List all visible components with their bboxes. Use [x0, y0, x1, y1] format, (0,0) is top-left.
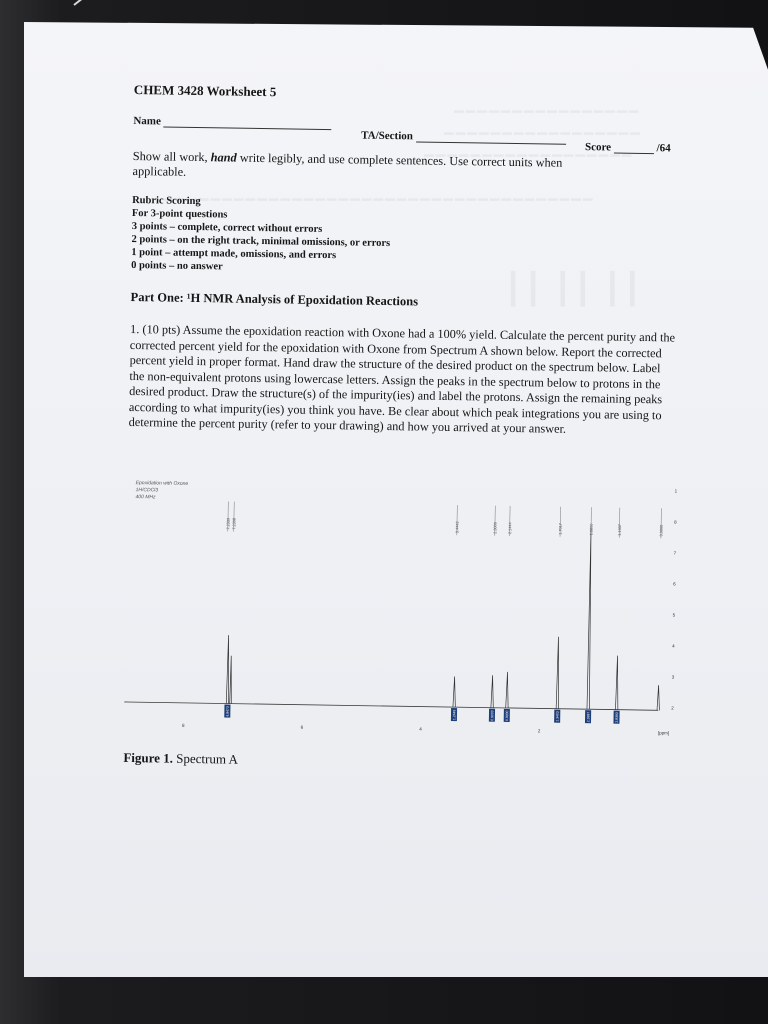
x-tick-label: 6	[300, 724, 304, 730]
bleed-through-text	[454, 102, 640, 122]
rubric-item: 3 points – complete, correct without errors	[131, 220, 323, 235]
spectrum-peak	[491, 675, 494, 707]
bleed-through-text	[504, 272, 643, 307]
integration-value: 2.5997	[586, 711, 591, 723]
part-one-heading: Part One: ¹H NMR Analysis of Epoxidation Reactions	[130, 289, 419, 309]
spectrum-peak	[506, 672, 509, 708]
rubric-item: 2 points – on the right track, minimal omissions, or errors	[131, 233, 391, 250]
right-scale-label: 1	[674, 488, 678, 494]
rubric-item: 0 points – no answer	[131, 259, 223, 273]
pen-mark	[73, 0, 103, 6]
x-tick-label: 8	[181, 722, 185, 728]
spectrum-peak	[226, 635, 229, 703]
figure-caption	[123, 750, 238, 768]
peak-label: 0.0000	[659, 524, 664, 537]
spectrum-header-line: Epoxidation with Oxone	[135, 480, 189, 487]
name-label: Name	[133, 114, 161, 128]
spectrum-peak	[587, 529, 592, 709]
score-total: /64	[656, 142, 671, 155]
right-scale-label: 5	[672, 612, 676, 618]
peak-label: 2.3000	[493, 522, 498, 534]
integration-value: 0.9000	[505, 710, 510, 721]
peak-label: 1.1800	[589, 523, 594, 536]
right-scale-label: 8	[674, 519, 677, 525]
question-1-text: 1. (10 pts) Assume the epoxidation reaction with Oxone had a 100% yield. Calculate the percent purity and the corrected percent yield for the epoxidation with Oxone from Spectrum A shown below. Report the corrected percent yield in proper format. Hand draw the structure of the desired product on the spectrum below. Label the non-equivalent protons using lowercase letters. Assign the peaks in the spectrum below to protons in the desired product. Draw the structure(s) of the impurity(ies) and label the protons. Assign the remaining peaks according to what impurity(ies) you think you have. Be clear about which peak integrations you are using to determine the percent purity (refer to your drawing) and how you arrived at your answer.	[128, 321, 676, 436]
score-line	[614, 143, 654, 155]
right-scale-label: 6	[673, 581, 676, 587]
figure-caption-text: Spectrum A	[176, 750, 239, 767]
spectrum-peak	[453, 676, 456, 707]
integration-value: 1.2449	[452, 709, 457, 721]
rubric-item: 1 point – attempt made, omissions, and errors	[131, 246, 337, 262]
score-field[interactable]	[585, 141, 671, 154]
right-scale-label: 2	[671, 705, 674, 711]
instructions-before: Show all work,	[132, 148, 208, 165]
spectrum-header-line: 400 MHz	[135, 494, 156, 501]
integration-value: 0.9000	[490, 710, 495, 721]
nmr-spectrum	[124, 476, 684, 755]
spectrum-peak	[556, 637, 560, 709]
peak-label: 7.2308	[232, 517, 237, 530]
integration-value: 4.8473	[225, 706, 230, 717]
score-label: Score	[584, 141, 612, 154]
x-tick-label: 2	[537, 728, 541, 734]
peak-label: 2.1444	[508, 522, 513, 534]
right-scale-label: 7	[673, 550, 677, 556]
instructions-line2: applicable.	[132, 163, 187, 179]
integration-value: 2.8393	[614, 712, 619, 723]
peak-label: 7.2339	[226, 517, 231, 530]
rubric-heading: Rubric Scoring	[132, 194, 201, 208]
spectrum-peak	[615, 656, 618, 710]
integration-group	[224, 704, 619, 723]
peak-label: 3.4443	[455, 521, 460, 534]
rubric-subheading: For 3-point questions	[131, 207, 228, 221]
section-line	[416, 131, 566, 144]
instructions-emphasis: hand	[210, 150, 237, 165]
x-axis-ticks	[182, 723, 541, 734]
bleed-through-text	[164, 190, 594, 210]
spectrum-header-line: 1H/CDCl3	[135, 487, 159, 494]
integration-value: 1.3403	[555, 711, 560, 722]
spectrum-plot	[124, 522, 662, 710]
section-label: TA/Section	[361, 129, 414, 143]
ppm-unit-label: [ppm]	[657, 730, 670, 736]
figure-label: Figure 1.	[123, 749, 174, 766]
right-scale	[671, 489, 677, 711]
worksheet-title: CHEM 3428 Worksheet 5	[133, 82, 277, 100]
right-scale-label: 3	[671, 674, 675, 680]
peak-label: 1.7017	[558, 523, 563, 535]
spectrum-peak	[657, 685, 660, 710]
spectrum-peak	[230, 656, 232, 704]
right-scale-label: 4	[672, 643, 675, 649]
peak-label: 1.1937	[617, 524, 623, 536]
instructions-after: write legibly, and use complete sentences. Use correct units when	[239, 150, 563, 170]
spectrum-baseline	[124, 702, 658, 710]
peak-label-group	[226, 502, 664, 539]
x-tick-label: 4	[419, 726, 422, 732]
